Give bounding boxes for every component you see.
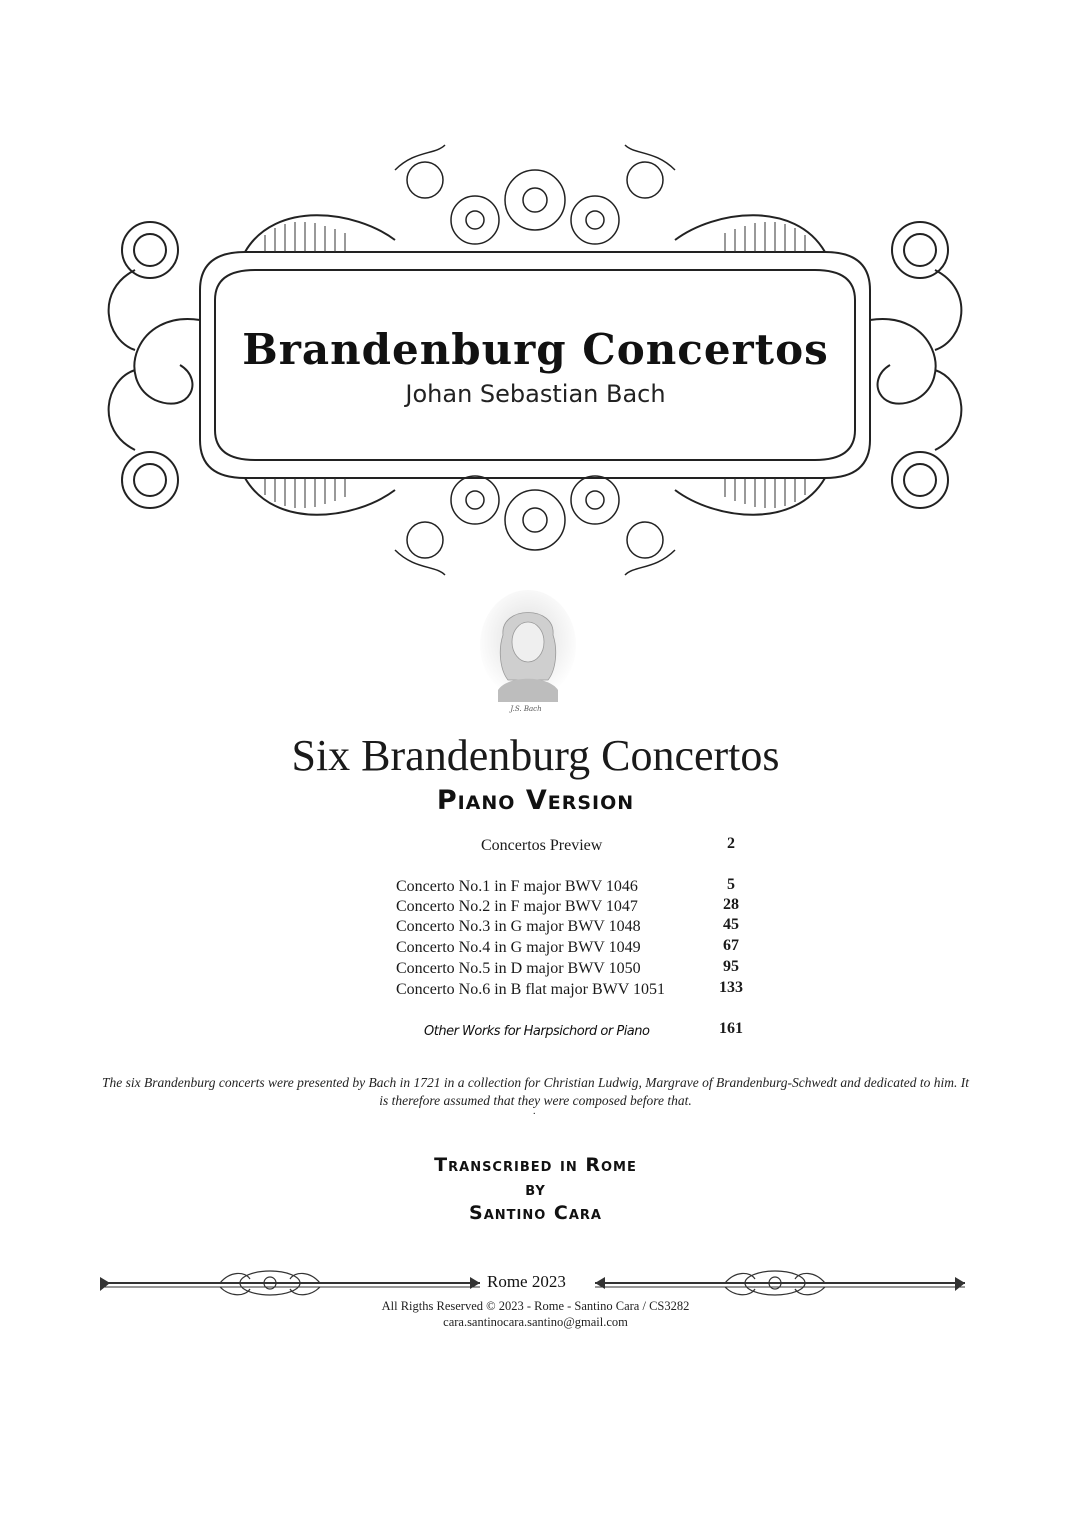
transcription-line-3: Santino Cara	[469, 1202, 602, 1224]
toc-preview-label: Concertos Preview	[481, 837, 603, 854]
toc-item-label: Concerto No.3 in G major BWV 1048	[396, 918, 641, 935]
subtitle: Piano Version	[436, 785, 635, 816]
place-date: Rome 2023	[487, 1272, 566, 1291]
toc-item-label: Concerto No.1 in F major BWV 1046	[396, 878, 638, 895]
toc-other-works-label: Other Works for Harpsichord or Piano	[424, 1024, 650, 1039]
main-title: Six Brandenburg Concertos	[291, 731, 780, 780]
contact-email: cara.santinocara.santino@gmail.com	[443, 1315, 628, 1329]
toc-preview-page: 2	[727, 835, 735, 852]
transcription-line-2: by	[525, 1178, 546, 1200]
toc-item-label: Concerto No.2 in F major BWV 1047	[396, 898, 638, 915]
toc-item-page: 95	[723, 958, 739, 975]
copyright-notice: All Rigths Reserved © 2023 - Rome - Santino Cara / CS3282	[381, 1299, 690, 1313]
footer-ornament-right	[595, 1265, 965, 1301]
transcription-line-1: Transcribed in Rome	[434, 1154, 637, 1176]
toc-other-works-page: 161	[719, 1020, 743, 1037]
composer-name: Johan Sebastian Bach	[405, 380, 666, 408]
portrait-signature: J.S. Bach	[510, 705, 542, 713]
historical-note: The six Brandenburg concerts were presented by Bach in 1721 in a collection for Christian Ludwig, Margrave of Brandenburg-Schwedt and dedicated to him. It is therefore assumed that they were composed before that.	[101, 1075, 969, 1108]
toc-item-page: 133	[719, 979, 743, 996]
toc-item-label: Concerto No.5 in D major BWV 1050	[396, 960, 641, 977]
note-dot: .	[533, 1106, 536, 1117]
toc-item-page: 5	[727, 876, 735, 893]
gothic-title: Brandenburg Concertos	[242, 325, 829, 374]
toc-item-page: 28	[723, 896, 739, 913]
footer-ornament-left	[100, 1265, 480, 1301]
bach-portrait	[478, 590, 578, 715]
toc-item-label: Concerto No.6 in B flat major BWV 1051	[396, 981, 665, 998]
toc-item-label: Concerto No.4 in G major BWV 1049	[396, 939, 641, 956]
toc-item-page: 67	[723, 937, 739, 954]
toc-item-page: 45	[723, 916, 739, 933]
